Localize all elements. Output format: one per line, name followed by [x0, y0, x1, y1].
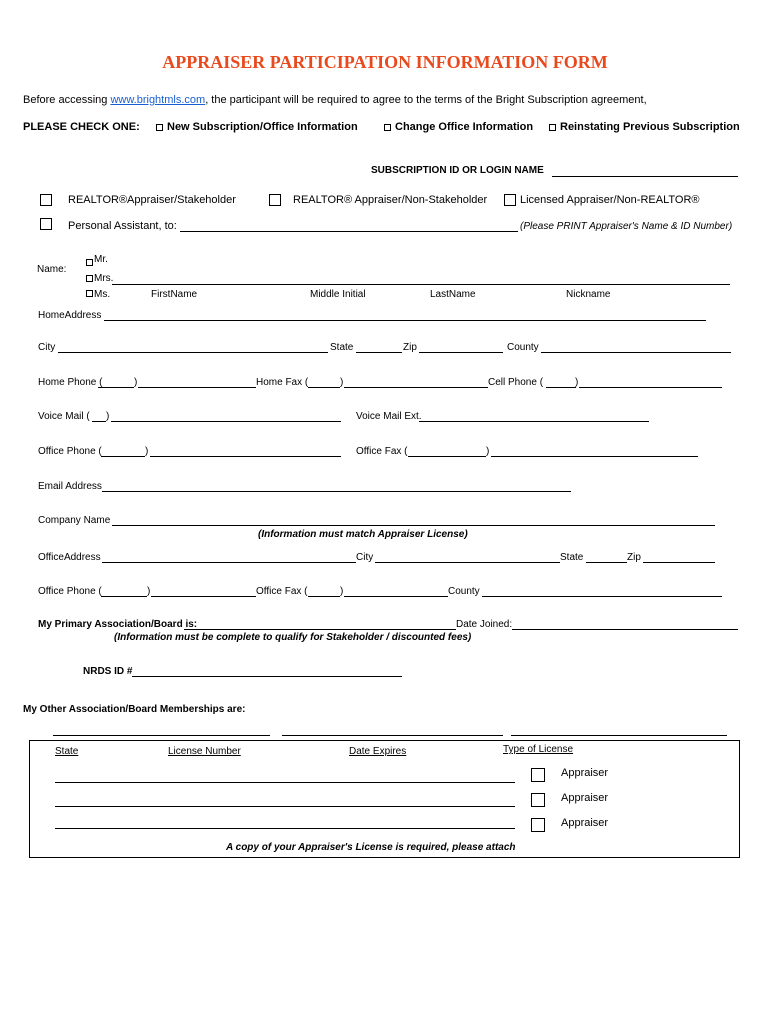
subscription-id-field[interactable] — [552, 176, 738, 177]
mr-label: Mr. — [94, 254, 108, 265]
state-label: State — [330, 342, 354, 353]
office-city-label: City — [356, 552, 374, 563]
zip-label: Zip — [403, 342, 417, 353]
office-phone2-field[interactable] — [151, 596, 256, 597]
office-zip-field[interactable] — [643, 562, 715, 563]
print-note: (Please PRINT Appraiser's Name & ID Number) — [520, 221, 733, 232]
cell-phone-field[interactable] — [579, 387, 722, 388]
check-one-label: PLEASE CHECK ONE: — [23, 121, 140, 133]
licensed-non-realtor-checkbox[interactable] — [504, 194, 516, 206]
office-county-label: County — [448, 586, 480, 597]
license-row-3-line[interactable] — [55, 828, 515, 829]
office-phone2-label: Office Phone ( — [38, 586, 102, 597]
office-address-field[interactable] — [102, 562, 356, 563]
nrds-id-field[interactable] — [132, 676, 402, 677]
stakeholder-note: (Information must be complete to qualify for Stakeholder / discounted fees) — [114, 632, 472, 643]
subscription-id-label: SUBSCRIPTION ID OR LOGIN NAME — [371, 165, 544, 176]
office-zip-label: Zip — [627, 552, 641, 563]
first-name-label: FirstName — [151, 289, 198, 300]
home-phone-label: Home Phone ( — [38, 377, 103, 388]
county-field[interactable] — [541, 352, 731, 353]
licensed-non-realtor-label: Licensed Appraiser/Non-REALTOR® — [520, 194, 700, 206]
license-copy-note: A copy of your Appraiser's License is required, please attach — [226, 842, 516, 853]
license-row-3-checkbox[interactable] — [531, 818, 545, 832]
home-fax-close: ) — [340, 377, 344, 388]
date-joined-field[interactable] — [512, 629, 738, 630]
intro-before: Before accessing — [23, 94, 111, 106]
new-subscription-checkbox[interactable] — [156, 124, 163, 131]
new-subscription-label: New Subscription/Office Information — [167, 121, 358, 133]
last-name-label: LastName — [430, 289, 476, 300]
nickname-label: Nickname — [566, 289, 611, 300]
office-fax-area[interactable] — [408, 456, 486, 457]
ms-checkbox[interactable] — [86, 290, 93, 297]
office-phone-close: ) — [145, 446, 149, 457]
home-fax-field[interactable] — [344, 387, 488, 388]
state-header: State — [55, 746, 79, 757]
date-joined-label: Date Joined: — [456, 619, 513, 630]
office-fax2-field[interactable] — [344, 596, 448, 597]
change-office-label: Change Office Information — [395, 121, 534, 133]
license-row-1-line[interactable] — [55, 782, 515, 783]
realtor-stakeholder-checkbox[interactable] — [40, 194, 52, 206]
license-number-header: License Number — [168, 746, 241, 757]
license-row-3-type: Appraiser — [561, 817, 609, 829]
home-phone-close: ) — [134, 377, 138, 388]
company-name-label: Company Name — [38, 515, 111, 526]
mrs-checkbox[interactable] — [86, 275, 93, 282]
office-fax2-area[interactable] — [308, 596, 340, 597]
other-assoc-field-1[interactable] — [53, 735, 270, 736]
office-county-field[interactable] — [482, 596, 722, 597]
license-row-1-type: Appraiser — [561, 767, 609, 779]
license-match-note: (Information must match Appraiser License) — [258, 529, 468, 540]
personal-assistant-field[interactable] — [180, 231, 518, 232]
personal-assistant-checkbox[interactable] — [40, 218, 52, 230]
zip-field[interactable] — [419, 352, 503, 353]
city-field[interactable] — [58, 352, 328, 353]
reinstating-label: Reinstating Previous Subscription — [560, 121, 740, 133]
email-label: Email Address — [38, 481, 102, 492]
type-of-license-header: Type of License — [503, 744, 574, 755]
city-label: City — [38, 342, 56, 353]
office-phone2-close: ) — [147, 586, 151, 597]
office-phone-label: Office Phone ( — [38, 446, 102, 457]
personal-assistant-label: Personal Assistant, to: — [68, 220, 177, 232]
change-office-checkbox[interactable] — [384, 124, 391, 131]
office-state-field[interactable] — [586, 562, 627, 563]
brightmls-link[interactable]: www.brightmls.com — [110, 94, 206, 106]
primary-assoc-field[interactable] — [184, 629, 456, 630]
middle-initial-label: Middle Initial — [310, 289, 366, 300]
license-row-1-checkbox[interactable] — [531, 768, 545, 782]
state-field[interactable] — [356, 352, 402, 353]
voice-mail-ext-label: Voice Mail Ext. — [356, 411, 422, 422]
intro-text — [23, 94, 647, 106]
cell-phone-close: ) — [575, 377, 579, 388]
name-label: Name: — [37, 264, 67, 275]
mrs-label: Mrs. — [94, 273, 114, 284]
voice-mail-field[interactable] — [111, 421, 341, 422]
license-row-2-type: Appraiser — [561, 792, 609, 804]
other-assoc-field-2[interactable] — [282, 735, 503, 736]
nrds-id-label: NRDS ID # — [83, 666, 133, 677]
office-city-field[interactable] — [375, 562, 560, 563]
office-phone-area[interactable] — [101, 456, 145, 457]
office-fax-field[interactable] — [491, 456, 698, 457]
realtor-stakeholder-label: REALTOR®Appraiser/Stakeholder — [68, 194, 236, 206]
license-table — [29, 740, 740, 858]
intro-after: , the participant will be required to agree to the terms of the Bright Subscription agreement, — [205, 94, 647, 106]
office-fax2-label: Office Fax ( — [256, 586, 308, 597]
primary-assoc-label: My Primary Association/Board is: — [38, 619, 198, 630]
license-row-2-line[interactable] — [55, 806, 515, 807]
other-assoc-field-3[interactable] — [511, 735, 727, 736]
ms-label: Ms. — [94, 289, 111, 300]
reinstating-checkbox[interactable] — [549, 124, 556, 131]
office-phone-field[interactable] — [150, 456, 341, 457]
office-phone2-area[interactable] — [101, 596, 147, 597]
mr-checkbox[interactable] — [86, 259, 93, 266]
voice-mail-close: ) — [106, 411, 110, 422]
realtor-non-stakeholder-label: REALTOR® Appraiser/Non-Stakeholder — [293, 194, 488, 206]
cell-phone-label: Cell Phone ( — [488, 377, 544, 388]
home-address-field[interactable] — [104, 320, 706, 321]
cell-phone-area[interactable] — [546, 387, 576, 388]
office-address-label: OfficeAddress — [38, 552, 101, 563]
office-fax-label: Office Fax ( — [356, 446, 408, 457]
name-field[interactable] — [112, 284, 730, 285]
office-state-label: State — [560, 552, 584, 563]
home-fax-area[interactable] — [308, 387, 340, 388]
home-phone-area[interactable] — [98, 387, 134, 388]
voice-mail-area[interactable] — [92, 421, 106, 422]
office-fax2-close: ) — [340, 586, 344, 597]
company-name-field[interactable] — [112, 525, 715, 526]
voice-mail-label: Voice Mail ( — [38, 411, 90, 422]
home-address-label: HomeAddress — [38, 310, 102, 321]
license-row-2-checkbox[interactable] — [531, 793, 545, 807]
county-label: County — [507, 342, 539, 353]
date-expires-header: Date Expires — [349, 746, 407, 757]
email-field[interactable] — [102, 491, 571, 492]
realtor-non-stakeholder-checkbox[interactable] — [269, 194, 281, 206]
other-assoc-label: My Other Association/Board Memberships are: — [23, 704, 246, 715]
home-phone-field[interactable] — [138, 387, 256, 388]
home-fax-label: Home Fax ( — [256, 377, 309, 388]
office-fax-close: ) — [486, 446, 490, 457]
voice-mail-ext-field[interactable] — [419, 421, 649, 422]
form-title: APPRAISER PARTICIPATION INFORMATION FORM — [162, 52, 608, 72]
